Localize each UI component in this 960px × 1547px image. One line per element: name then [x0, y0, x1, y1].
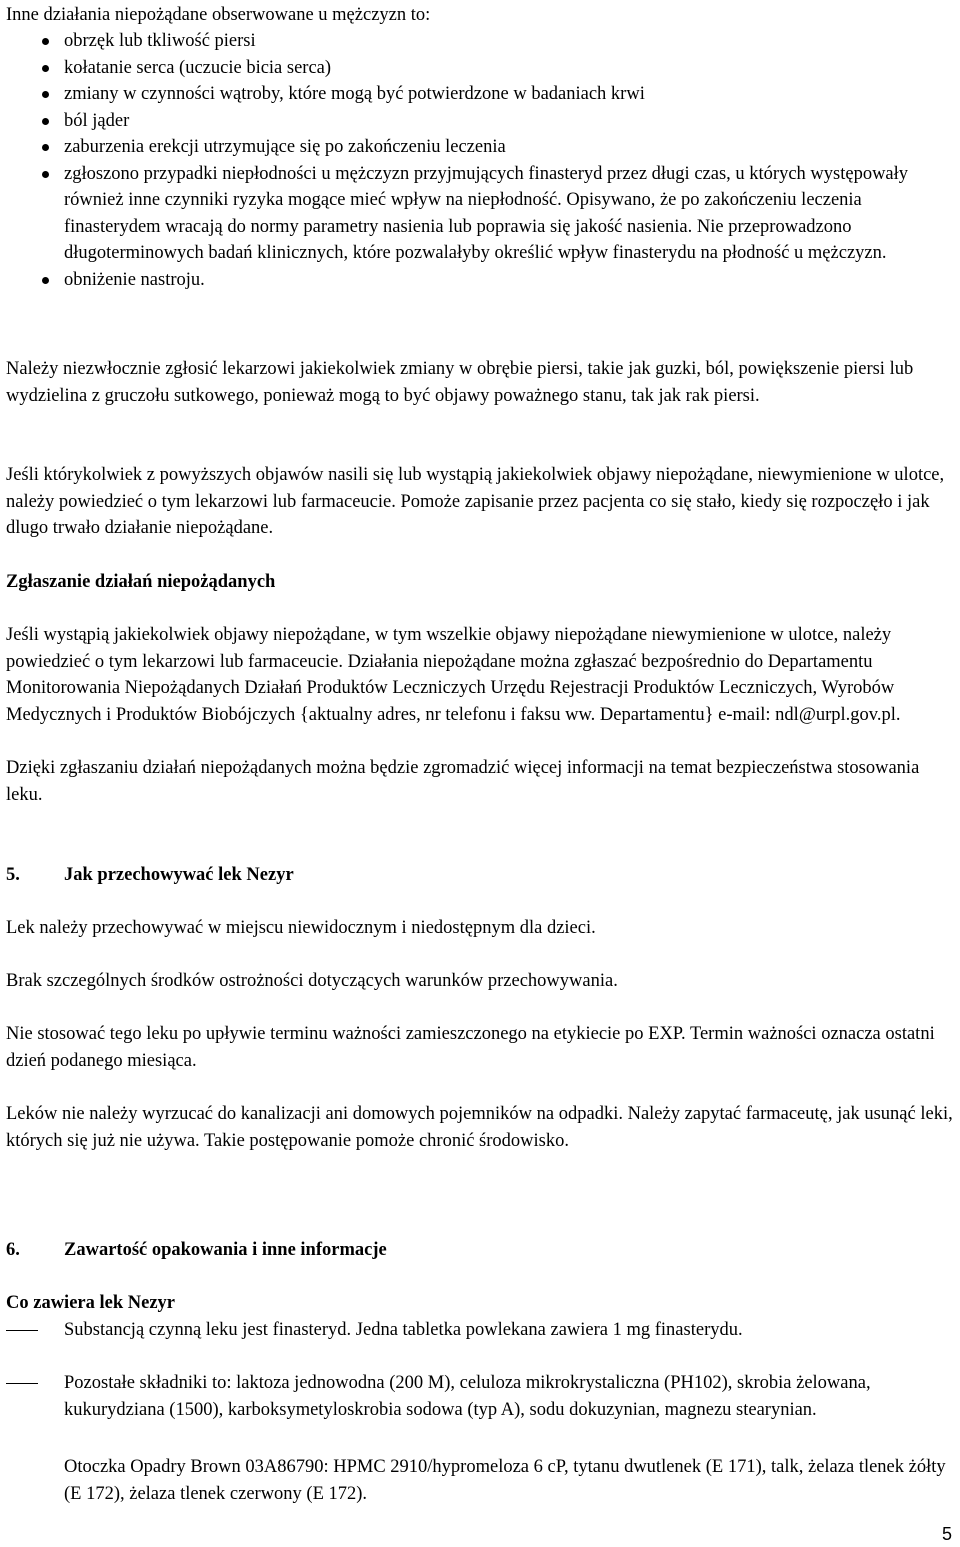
list-item: zgłoszono przypadki niepłodności u mężczyzn przyjmujących finasteryd przez długi czas, u których występowały również inne czynniki ryzyka mogące mieć wpływ na niepłodność. Opisywano, że po zakończeniu leczenia finasterydem wracają do normy parametry nasienia lub poprawia się jakość nasienia. Nie przeprowadzono długoterminowych badań klinicznych, które pozwalałyby określić wpływ finasterydu na płodność u mężczyzn.	[6, 161, 958, 267]
list-item: obrzęk lub tkliwość piersi	[6, 28, 958, 55]
storage-paragraph: Brak szczególnych środków ostrożności dotyczących warunków przechowywania.	[6, 971, 618, 991]
section-title: Zawartość opakowania i inne informacje	[64, 1240, 387, 1260]
bullet-icon	[42, 277, 49, 284]
page-number: 5	[941, 1524, 952, 1544]
list-item: ból jąder	[6, 108, 958, 135]
dash-icon	[6, 1330, 38, 1331]
list-item: obniżenie nastroju.	[6, 267, 958, 294]
storage-paragraph: Nie stosować tego leku po upływie terminu ważności zamieszczonego na etykiecie po EXP. Termin ważności oznacza ostatni dzień podanego miesiąca.	[6, 1024, 935, 1071]
section-title: Jak przechowywać lek Nezyr	[64, 865, 294, 885]
list-item: zaburzenia erekcji utrzymujące się po zakończeniu leczenia	[6, 134, 958, 161]
bullet-icon	[42, 65, 49, 72]
bullet-icon	[42, 38, 49, 45]
reporting-paragraph: Jeśli wystąpią jakiekolwiek objawy niepożądane, w tym wszelkie objawy niepożądane niewymienione w ulotce, należy powiedzieć o tym lekarzowi lub farmaceucie. Działania niepożądane można zgłaszać bezpośrednio do Departamentu Monitorowania Niepożądanych Działań Produktów Leczniczych Urzędu Rejestracji Produktów Leczniczych, Wyrobów Medycznych i Produktów Biobójczych {aktualny adres, nr telefonu i faksu ww. Departamentu} e-mail: ndl@urpl.gov.pl.	[6, 625, 901, 725]
bullet-icon	[42, 91, 49, 98]
section-number: 5.	[6, 865, 20, 885]
intro-text: Inne działania niepożądane obserwowane u mężczyzn to:	[6, 5, 431, 25]
bullet-icon	[42, 171, 49, 178]
contents-subheading: Co zawiera lek Nezyr	[6, 1293, 176, 1313]
bullet-icon	[42, 144, 49, 151]
dash-icon	[6, 1383, 38, 1384]
ingredients-list	[6, 1317, 956, 1423]
breast-changes-paragraph: Należy niezwłocznie zgłosić lekarzowi jakiekolwiek zmiany w obrębie piersi, takie jak guzki, ból, powiększenie piersi lub wydzielina z gruczołu sutkowego, ponieważ mogą to być objawy poważnego stanu, tak jak rak piersi.	[6, 359, 914, 406]
list-item: zmiany w czynności wątroby, które mogą być potwierdzone w badaniach krwi	[6, 81, 958, 108]
list-item: kołatanie serca (uczucie bicia serca)	[6, 55, 958, 82]
side-effects-list	[6, 28, 958, 293]
list-item: Substancją czynną leku jest finasteryd. Jedna tabletka powlekana zawiera 1 mg finasterydu.	[6, 1317, 956, 1344]
section-6-heading	[6, 1237, 956, 1264]
report-symptoms-paragraph: Jeśli którykolwiek z powyższych objawów nasili się lub wystąpią jakiekolwiek objawy niepożądane, niewymienione w ulotce, należy powiedzieć o tym lekarzowi lub farmaceucie. Pomoże zapisanie przez pacjenta co się stało, kiedy się rozpoczęło i jak dlugo trwało działanie niepożądane.	[6, 465, 945, 538]
storage-paragraph: Leków nie należy wyrzucać do kanalizacji ani domowych pojemników na odpadki. Należy zapytać farmaceutę, jak usunąć leki, których się już nie używa. Takie postępowanie pomoże chronić środowisko.	[6, 1104, 953, 1151]
reporting-heading: Zgłaszanie działań niepożądanych	[6, 572, 276, 592]
bullet-icon	[42, 118, 49, 125]
section-5-heading	[6, 862, 956, 889]
reporting-benefit-paragraph: Dzięki zgłaszaniu działań niepożądanych można będzie zgromadzić więcej informacji na temat bezpieczeństwa stosowania leku.	[6, 758, 920, 805]
list-item: Pozostałe składniki to: laktoza jednowodna (200 M), celuloza mikrokrystaliczna (PH102), skrobia żelowana, kukurydziana (1500), karboksymetyloskrobia sodowa (typ A), sodu dokuzynian, magnezu stearynian.	[6, 1370, 956, 1423]
storage-paragraph: Lek należy przechowywać w miejscu niewidocznym i niedostępnym dla dzieci.	[6, 918, 596, 938]
section-number: 6.	[6, 1240, 20, 1260]
coating-paragraph: Otoczka Opadry Brown 03A86790: HPMC 2910/hypromeloza 6 cP, tytanu dwutlenek (E 171), talk, żelaza tlenek żółty (E 172), żelaza tlenek czerwony (E 172).	[64, 1457, 946, 1504]
